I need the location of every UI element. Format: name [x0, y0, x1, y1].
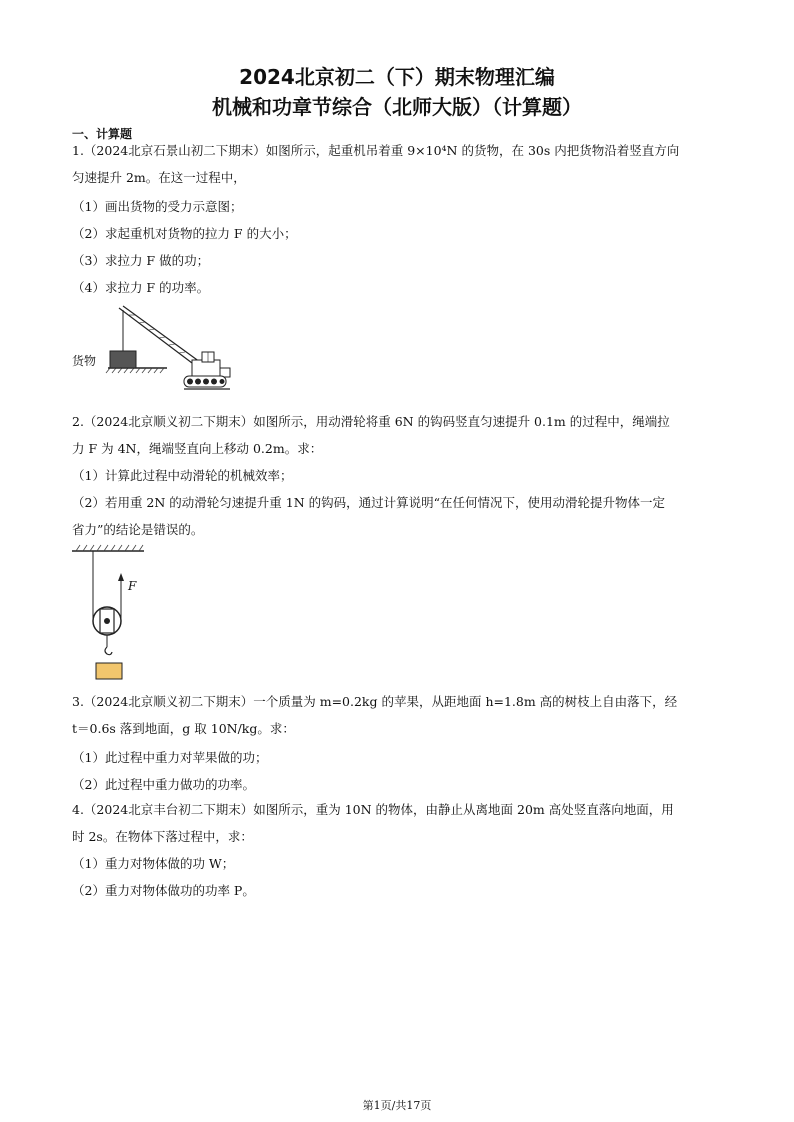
q2-sub2-line1: （2）若用重 2N 的动滑轮匀速提升重 1N 的钩码，通过计算说明“在任何情况下，使用动滑轮提升物体一定	[72, 495, 666, 510]
q3-sub1: （1）此过程中重力对苹果做的功；	[72, 750, 268, 765]
q1-sub4: （4）求拉力 F 的功率。	[72, 280, 210, 295]
q4-sub2: （2）重力对物体做功的功率 P。	[72, 883, 255, 898]
q1-sub2: （2）求起重机对货物的拉力 F 的大小；	[72, 226, 297, 241]
q4-sub1: （1）重力对物体做的功 W；	[72, 856, 235, 871]
q3-stem-line1: 3.（2024北京顺义初二下期末）一个质量为 m=0.2kg 的苹果，从距地面 h=1.8m 高的树枝上自由落下，经	[72, 694, 678, 709]
page-title-line1: 2024北京初二（下）期末物理汇编	[239, 65, 555, 89]
cargo-label: 货物	[72, 354, 97, 368]
page-number: 第1页/共17页	[362, 1099, 432, 1112]
crane-illustration	[72, 302, 242, 397]
q3-stem-line2: t＝0.6s 落到地面，g 取 10N/kg。求：	[72, 721, 295, 736]
q2-sub2-line2: 省力”的结论是错误的。	[72, 522, 204, 537]
q3-sub2: （2）此过程中重力做功的功率。	[72, 777, 255, 792]
force-label: F	[128, 579, 137, 593]
pulley-figure	[72, 543, 152, 683]
q4-stem-line1: 4.（2024北京丰台初二下期末）如图所示，重为 10N 的物体，由静止从离地面 20m 高处竖直落向地面，用	[72, 802, 674, 817]
q1-sub1: （1）画出货物的受力示意图；	[72, 199, 243, 214]
q1-sub3: （3）求拉力 F 做的功；	[72, 253, 210, 268]
q2-stem-line2: 力 F 为 4N，绳端竖直向上移动 0.2m。求：	[72, 441, 323, 456]
q2-stem-line1: 2.（2024北京顺义初二下期末）如图所示，用动滑轮将重 6N 的钩码竖直匀速提升 0.1m 的过程中，绳端拉	[72, 414, 670, 429]
section-heading: 一、计算题	[72, 127, 133, 141]
q1-stem-line2: 匀速提升 2m。在这一过程中，	[72, 170, 246, 185]
page-title-line2: 机械和功章节综合（北师大版）（计算题）	[212, 95, 582, 119]
q2-sub1: （1）计算此过程中动滑轮的机械效率；	[72, 468, 293, 483]
q4-stem-line2: 时 2s。在物体下落过程中，求：	[72, 829, 253, 844]
pulley-illustration	[72, 543, 152, 683]
q1-stem-line1: 1.（2024北京石景山初二下期末）如图所示，起重机吊着重 9×10⁴N 的货物，在 30s 内把货物沿着竖直方向	[72, 143, 680, 158]
crane-figure	[72, 302, 242, 397]
